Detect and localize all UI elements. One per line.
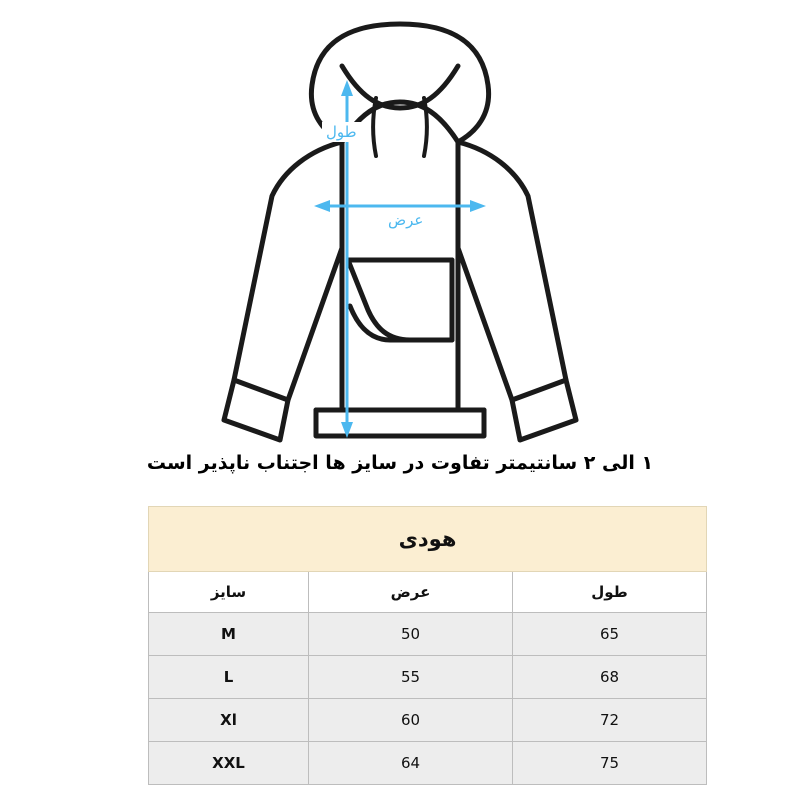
cell-size: Xl	[149, 699, 309, 742]
width-label: عرض	[382, 210, 429, 230]
table-row	[149, 613, 707, 656]
table-header-row	[149, 572, 707, 613]
header-size: سایز	[149, 572, 309, 613]
bottom-hem	[316, 410, 484, 436]
cell-width: 64	[309, 742, 513, 785]
width-arrow-right	[470, 200, 486, 212]
table-title: هودی	[149, 507, 707, 572]
cell-width: 55	[309, 656, 513, 699]
length-label: طول	[322, 122, 361, 142]
cell-length: 65	[513, 613, 707, 656]
body-outline	[342, 142, 458, 410]
drawstring-left	[373, 98, 376, 156]
width-arrow-left	[314, 200, 330, 212]
header-width: عرض	[309, 572, 513, 613]
tolerance-note: ۱ الی ۲ سانتیمتر تفاوت در سایز ها اجتناب ناپذیر است	[146, 452, 654, 474]
size-table	[148, 506, 707, 785]
table-row	[149, 656, 707, 699]
cell-length: 68	[513, 656, 707, 699]
cell-size: L	[149, 656, 309, 699]
cell-length: 72	[513, 699, 707, 742]
cell-width: 50	[309, 613, 513, 656]
cell-size: M	[149, 613, 309, 656]
cell-size: XXL	[149, 742, 309, 785]
hoodie-illustration	[200, 10, 600, 450]
header-length: طول	[513, 572, 707, 613]
right-sleeve	[458, 142, 566, 400]
cell-width: 60	[309, 699, 513, 742]
left-sleeve	[234, 142, 342, 400]
table-row	[149, 699, 707, 742]
table-row	[149, 742, 707, 785]
cell-length: 75	[513, 742, 707, 785]
table-title-row	[149, 507, 707, 572]
drawstring-right	[424, 98, 427, 156]
